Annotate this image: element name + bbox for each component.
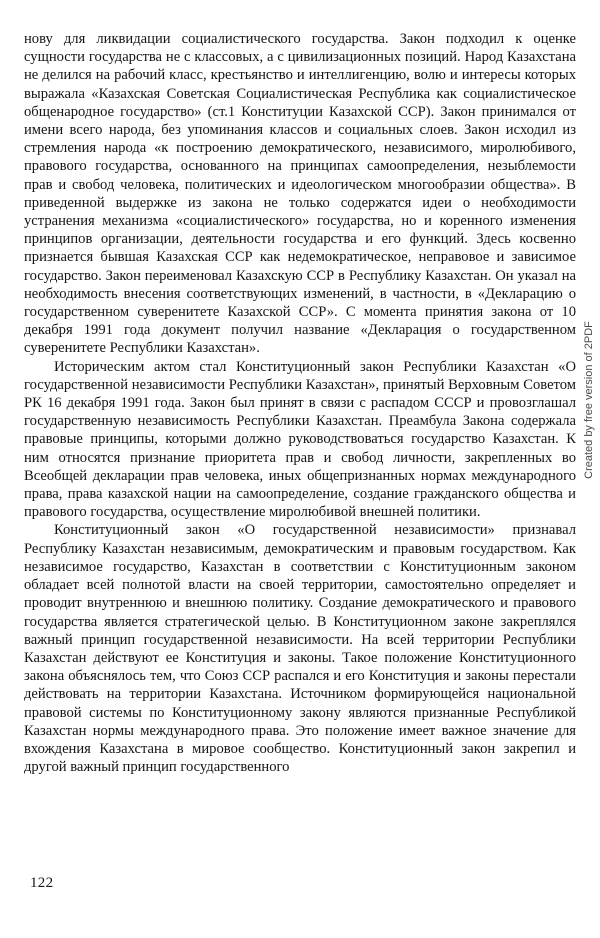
- watermark-text: Created by free version of 2PDF: [583, 321, 595, 479]
- page-number: 122: [30, 875, 54, 891]
- watermark: [582, 270, 596, 530]
- paragraph-constitutional-law: Историческим актом стал Конституционный закон Республики Казахстан «О государственной независимости Республики Казахстан», принятый Верховным Советом РК 16 декабря 1991 года. Закон был принят в связи с распадом СССР и провозглашал государственную независимость Республики Казахстан. Преамбула Закона содержала правовые принципы, которыми должно руководствоваться государство Казахстан. К ним относятся признание приоритета прав и свобод личности, закрепленных во Всеобщей декларации прав человека, иных общепризнанных нормах международного права, права казахской нации на самоопределение, создание гражданского общества и правового государства, осуществление миролюбивой внешней политики.: [24, 358, 576, 521]
- book-page: [24, 30, 576, 910]
- body-text: [24, 30, 576, 776]
- paragraph-continuation: нову для ликвидации социалистического государства. Закон подходил к оценке сущности государства не с классовых, а с цивилизационных позиций. Народ Казахстана не делился на рабочий класс, крестьянство и интеллигенцию, волю и интересы которых выражала «Казахская Советская Социалистическая Республика как социалистическое общенародное государство» (ст.1 Конституции Казахской ССР). Закон принимался от имени всего народа, без упоминания классов и социальных слоев. Закон исходил из стремления народа «к построению демократического, независимого, миролюбивого, правового государства, основанного на принципах самоопределения, незыблемости прав и свобод человека, политических и идеологическом многообразии общества». В приведенной выдержке из закона не только содержатся идеи о необходимости устранения механизма «социалистического» государства, но и коренного изменения принципов организации, деятельности государства и его функций. Здесь косвенно признается бывшая Казахская ССР как недемократическое, неправовое и зависимое государство. Закон переименовал Казахскую ССР в Республику Казахстан. Он указал на необходимость внесения соответствующих изменений, в частности, в «Декларацию о государственном суверенитете Казахской ССР». С момента принятия закона от 10 декабря 1991 года документ получил название «Декларация о государственном суверенитете Республики Казахстан».: [24, 31, 576, 357]
- paragraph-independence-principles: Конституционный закон «О государственной независимости» признавал Республику Казахстан независимым, демократическим и правовым государством. Как независимое государство, Казахстан в соответствии с Конституционным законом обладает всей полнотой власти на своей территории, самостоятельно определяет и проводит внутреннюю и внешнюю политику. Создание демократического и правового государства является стратегической целью. В Конституционном законе закреплялся важный принцип государственной независимости. На всей территории Республики Казахстан действуют ее Конституция и законы. Такое положение Конституционного закона объяснялось тем, что Союз ССР распался и его Конституция и законы перестали действовать на территории Казахстана. Источником формирующейся национальной правовой системы по Конституционному закону являются признанные Республикой Казахстан нормы международного права. Это положение имеет важное значение для вхождения Казахстана в мировое сообщество. Конституционный закон закрепил и другой важный принцип государственного: [24, 522, 576, 776]
